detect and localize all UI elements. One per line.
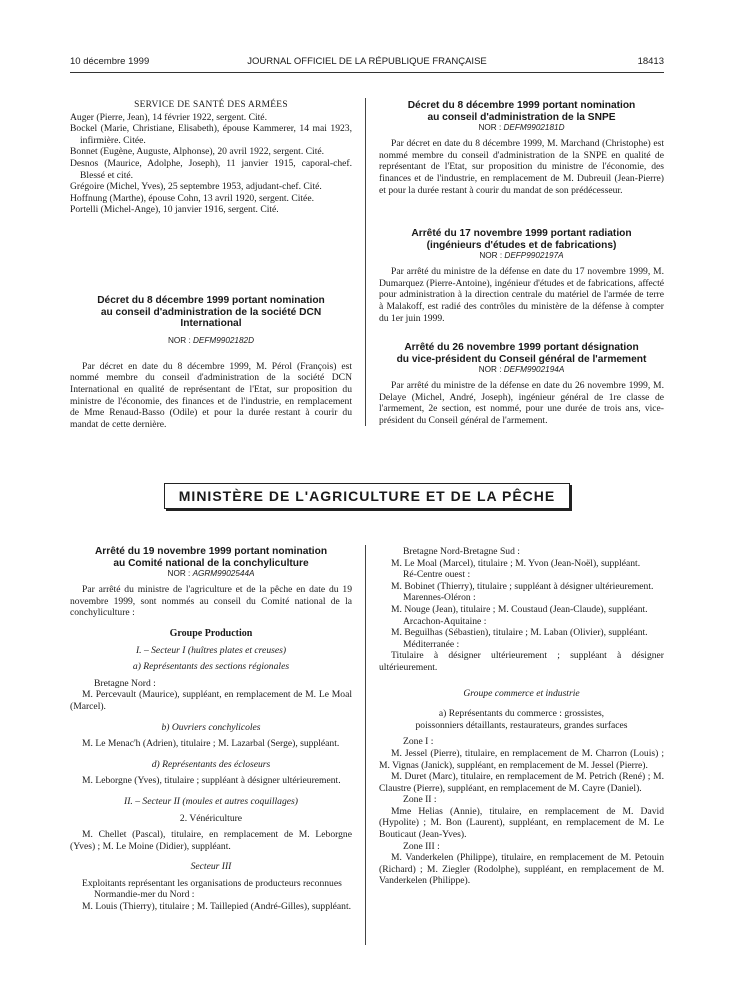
nor-label: NOR : — [478, 123, 502, 133]
citation-item: Bockel (Marie, Christiane, Elisabeth), épouse Kammerer, 14 mai 1923, infirmière. Citée. — [70, 123, 352, 146]
column-separator-top — [365, 98, 366, 426]
column-separator-bottom — [365, 545, 366, 945]
appointment-chellet: M. Chellet (Pascal), titulaire, en remplacement de M. Leborgne (Yves) ; M. Le Moine (Didier), suppléant. — [70, 829, 352, 852]
appointment-mediterranee: Titulaire à désigner ultérieurement ; suppléant à désigner ultérieurement. — [379, 650, 664, 673]
nor-label: NOR : — [167, 335, 191, 345]
region-arcachon-aquitaine: Arcachon-Aquitaine : — [403, 615, 487, 627]
decret-dcn-body: Par décret en date du 8 décembre 1999, M. Pérol (François) est nommé membre du conseil d'administration de la société DCN International en qualité de représentant de l'Etat, sur proposition du ministre de l'économie, des finances et de l'industrie, en remplacement de Mme Renaud-Basso (Odile) et pour la durée restant à courir du mandat de cette dernière. — [70, 360, 352, 430]
right-arrete-designation — [379, 342, 664, 427]
nor-code: DEFM9902182D — [193, 335, 254, 345]
service-title: SERVICE DE SANTÉ DES ARMÉES — [134, 100, 288, 110]
arrete-intro: Par arrêté du ministre de l'agriculture et de la pêche en date du 19 novembre 1999, sont nommés au conseil du Comité national de la conchyliculture : — [70, 584, 352, 619]
region-mediterranee: Méditerranée : — [403, 638, 460, 650]
arrete-conchyliculture-title-line: Arrêté du 19 novembre 1999 portant nomination — [94, 546, 328, 557]
decret-snpe-nor — [379, 123, 664, 133]
nor-code: DEFM9902194A — [503, 365, 565, 375]
region-bretagne-nord: Bretagne Nord : — [94, 677, 156, 689]
commerce-heading-line: poissonniers détaillants, restaurateurs, grandes surfaces — [415, 719, 628, 731]
decret-snpe-title-line: Décret du 8 décembre 1999 portant nomination — [407, 100, 636, 111]
arrete-designation-title-line: du vice-président du Conseil général de l'armement — [396, 353, 647, 365]
section-a-heading: a) Représentants des sections régionales — [132, 661, 290, 673]
citations-list — [70, 112, 352, 216]
appointment-percevault: M. Percevault (Maurice), suppléant, en remplacement de M. Le Moal (Marcel). — [70, 689, 352, 712]
nor-code: DEFP9902197A — [504, 251, 564, 261]
appointment-nouge: M. Nouge (Jean), titulaire ; M. Coustaud (Jean-Claude), suppléant. — [391, 603, 648, 615]
groupe-commerce-heading: Groupe commerce et industrie — [463, 687, 580, 699]
arrete-conchyliculture-title-line: au Comité national de la conchyliculture — [113, 557, 309, 569]
arrete-radiation-nor — [379, 251, 664, 261]
nor-code: DEFM9902181D — [503, 123, 565, 133]
arrete-conchyliculture-nor — [70, 569, 352, 579]
left-column-top — [70, 100, 352, 216]
appointment-duret: M. Duret (Marc), titulaire, en remplacement de M. Petrich (René) ; M. Claustre (Pierre), suppléant, en remplacement de M. Cayre (Daniel). — [379, 771, 664, 794]
secteur-1-heading: I. – Secteur I (huîtres plates et creuses) — [135, 644, 287, 656]
secteur-3-heading: Secteur III — [190, 861, 232, 873]
left-column-bottom — [70, 546, 352, 913]
appointment-helias: Mme Helias (Annie), titulaire, en remplacement de M. David (Hypolite) ; M. Bon (Laurent), suppléant, en remplacement de M. Le Bouticaut (Jean-Yves). — [379, 805, 664, 841]
region-marennes-oleron: Marennes-Oléron : — [403, 592, 476, 604]
exploitants-heading: Exploitants représentant les organisations de producteurs reconnues — [82, 877, 342, 889]
groupe-production-heading: Groupe Production — [169, 627, 253, 639]
arrete-radiation-body: Par arrêté du ministre de la défense en date du 17 novembre 1999, M. Dumarquez (Pierre-Antoine), ingénieur d'études et de fabrications, affecté pour administration à la direction centrale du matériel de l'armée de terre à Malakoff, est radié des contrôles du ministère de la défense à compter du 1er juin 1999. — [379, 266, 664, 324]
citation-item: Desnos (Maurice, Adolphe, Joseph), 11 janvier 1915, caporal-chef. Blessé et cité. — [70, 157, 352, 181]
citation-item: Hoffnung (Marthe), épouse Cohn, 13 avril 1920, sergent. Citée. — [70, 192, 314, 204]
header-journal-title: JOURNAL OFFICIEL DE LA RÉPUBLIQUE FRANÇAISE — [247, 56, 487, 67]
zone-1-heading: Zone I : — [403, 736, 434, 748]
appointment-leborgne: M. Leborgne (Yves), titulaire ; suppléant à désigner ultérieurement. — [82, 775, 341, 787]
running-header — [70, 56, 664, 70]
decret-dcn-nor — [70, 336, 352, 346]
appointment-menach: M. Le Menac'h (Adrien), titulaire ; M. Lazarbal (Serge), suppléant. — [82, 738, 340, 750]
section-b-heading: b) Ouvriers conchylicoles — [161, 721, 261, 733]
nor-code: AGRM9902544A — [192, 569, 255, 579]
commerce-heading-line: a) Représentants du commerce : grossistes, — [438, 708, 605, 720]
nor-label: NOR : — [167, 569, 191, 579]
appointment-vanderkelen: M. Vanderkelen (Philippe), titulaire, en remplacement de M. Petouin (Richard) ; M. Ziegler (Rodolphe), suppléant, en remplacement de M. Vanderkelen (Philippe). — [379, 852, 664, 887]
right-column-bottom — [379, 546, 664, 887]
decret-dcn-title-line: Décret du 8 décembre 1999 portant nomination — [97, 295, 325, 306]
appointment-le-moal: M. Le Moal (Marcel), titulaire ; M. Yvon (Jean-Noël), suppléant. — [391, 557, 641, 569]
decret-snpe-body: Par décret en date du 8 décembre 1999, M. Marchand (Christophe) est nommé membre du conseil d'administration de la SNPE en qualité de représentant de l'Etat, sur proposition du ministre de l'économie, des finances et de l'industrie, en remplacement de M. Dubreuil (Jean-Pierre) et pour la durée restant à courir du mandat de son prédécesseur. — [379, 138, 664, 196]
citation-item: Auger (Pierre, Jean), 14 février 1922, sergent. Cité. — [70, 111, 267, 123]
decret-snpe-title-line: au conseil d'administration de la SNPE — [427, 111, 616, 123]
appointment-beguilhas: M. Beguilhas (Sébastien), titulaire ; M. Laban (Olivier), suppléant. — [391, 627, 648, 639]
header-date: 10 décembre 1999 — [70, 56, 150, 67]
decret-dcn-title-line: au conseil d'administration de la société DCN — [100, 306, 322, 318]
citation-item: Bonnet (Eugène, Auguste, Alphonse), 20 avril 1922, sergent. Cité. — [70, 146, 325, 158]
ministry-banner: MINISTÈRE DE L'AGRICULTURE ET DE LA PÊCHE — [164, 483, 570, 509]
region-bretagne-nord-sud: Bretagne Nord-Bretagne Sud : — [403, 546, 520, 557]
region-normandie: Normandie-mer du Nord : — [94, 889, 195, 901]
right-column-top — [379, 100, 664, 196]
arrete-designation-title-line: Arrêté du 26 novembre 1999 portant désignation — [404, 342, 639, 353]
header-page-number: 18413 — [637, 56, 664, 67]
decret-dcn-title-line: International — [180, 318, 242, 330]
appointment-jessel: M. Jessel (Pierre), titulaire, en remplacement de M. Charron (Louis) ; M. Vignas (Janick), suppléant, en remplacement de M. Jessel (Pierre). — [379, 747, 664, 771]
appointment-bobinet: M. Bobinet (Thierry), titulaire ; suppléant à désigner ultérieurement. — [391, 580, 654, 592]
zone-3-heading: Zone III : — [403, 840, 440, 852]
arrete-designation-body: Par arrêté du ministre de la défense en date du 26 novembre 1999, M. Delaye (Michel, André, Joseph), ingénieur général de 1re classe de l'armement, 2e section, est nommé, pour une durée de trois ans, vice-président du Conseil général de l'armement. — [379, 380, 664, 426]
region-re-centre-ouest: Ré-Centre ouest : — [403, 569, 471, 581]
nor-label: NOR : — [478, 365, 502, 375]
right-arrete-radiation — [379, 228, 664, 324]
citation-item: Portelli (Michel-Ange), 10 janvier 1916, sergent. Cité. — [70, 204, 279, 216]
left-decret-dcn — [70, 295, 352, 430]
arrete-designation-nor — [379, 365, 664, 375]
section-d-heading: d) Représentants des écloseurs — [151, 758, 271, 770]
arrete-radiation-title-line: (ingénieurs d'études et de fabrications) — [426, 239, 617, 251]
nor-label: NOR : — [479, 251, 503, 261]
venericulture-heading: 2. Vénériculture — [179, 812, 243, 824]
citation-item: Grégoire (Michel, Yves), 25 septembre 1953, adjudant-chef. Cité. — [70, 181, 322, 193]
secteur-2-heading: II. – Secteur II (moules et autres coquillages) — [124, 795, 298, 807]
zone-2-heading: Zone II : — [403, 794, 437, 806]
appointment-louis: M. Louis (Thierry), titulaire ; M. Taillepied (André-Gilles), suppléant. — [82, 901, 352, 913]
header-rule — [70, 72, 664, 73]
arrete-radiation-title-line: Arrêté du 17 novembre 1999 portant radiation — [411, 228, 632, 239]
